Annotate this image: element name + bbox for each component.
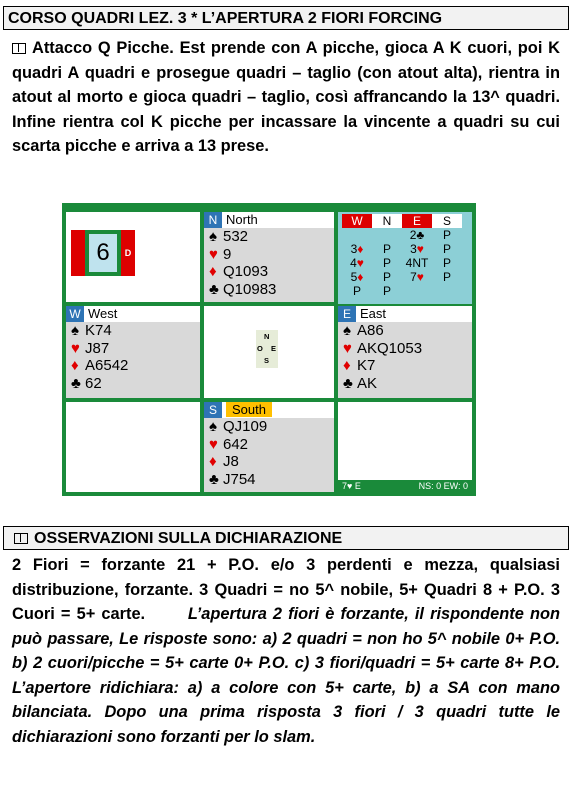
compass-n: N bbox=[264, 332, 270, 341]
west-clubs-cards: 62 bbox=[85, 374, 102, 392]
diamond-icon: ♦ bbox=[209, 263, 217, 280]
result-cell bbox=[338, 402, 472, 492]
bid: P bbox=[442, 256, 451, 270]
board-number: 6 bbox=[89, 234, 117, 272]
book-icon bbox=[12, 43, 26, 54]
south-diamonds-cards: J8 bbox=[223, 453, 239, 470]
observations-plain: 2 Fiori = forzante 21 + P.O. e/o 3 perdenti e mezza, qualsiasi distribuzione, forzante. 3 Quadri = no 5^ nobile, 5+ Quadri 8 + P.O. 3 Cuori = 5+ carte. bbox=[12, 556, 560, 623]
board-number-badge bbox=[71, 230, 131, 276]
north-diamonds bbox=[204, 263, 334, 281]
bid bbox=[402, 284, 432, 298]
bid bbox=[342, 228, 372, 242]
club-icon: ♣ bbox=[209, 280, 219, 298]
section-title-observations bbox=[3, 526, 569, 550]
east-clubs bbox=[338, 375, 472, 393]
auction-box bbox=[338, 212, 472, 304]
north-header bbox=[204, 212, 334, 228]
east-header bbox=[338, 306, 472, 322]
bid: 2♣ bbox=[409, 228, 425, 242]
east-seat-badge: E bbox=[338, 306, 356, 322]
auction-header-e: E bbox=[402, 214, 432, 228]
auction-table bbox=[342, 214, 462, 298]
club-icon: ♣ bbox=[343, 374, 353, 392]
west-seat-badge: W bbox=[66, 306, 84, 322]
bid: P bbox=[382, 242, 391, 256]
east-hand bbox=[338, 306, 472, 398]
empty-cell bbox=[66, 402, 200, 492]
bid: P bbox=[442, 228, 451, 242]
bid: P bbox=[382, 270, 391, 284]
west-name: West bbox=[88, 306, 118, 321]
club-icon: ♣ bbox=[209, 470, 219, 488]
north-spades bbox=[204, 228, 334, 246]
bridge-diagram bbox=[62, 203, 476, 496]
book-icon bbox=[14, 533, 28, 544]
north-hearts-cards: 9 bbox=[223, 245, 232, 263]
north-hearts bbox=[204, 246, 334, 264]
diamond-icon: ♦ bbox=[209, 453, 217, 470]
heart-icon: ♥ bbox=[343, 339, 352, 357]
spade-icon: ♠ bbox=[343, 322, 351, 339]
north-diamonds-cards: Q1093 bbox=[223, 263, 269, 280]
spade-icon: ♠ bbox=[209, 418, 217, 435]
south-hearts bbox=[204, 436, 334, 454]
east-name: East bbox=[360, 306, 387, 321]
south-spades-cards: QJ109 bbox=[223, 418, 268, 435]
auction-header-s: S bbox=[432, 214, 462, 228]
west-diamonds-cards: A6542 bbox=[85, 357, 129, 374]
bid: P bbox=[382, 284, 391, 298]
bid: 4NT bbox=[405, 256, 429, 270]
bid: P bbox=[382, 256, 391, 270]
dealer-marker: D bbox=[121, 230, 135, 276]
bid: P bbox=[352, 284, 361, 298]
contract-label: 7♥ E bbox=[342, 481, 361, 491]
compass-s: S bbox=[264, 356, 270, 365]
north-clubs bbox=[204, 281, 334, 299]
south-hand bbox=[204, 402, 334, 492]
east-hearts bbox=[338, 340, 472, 358]
north-hand bbox=[204, 212, 334, 302]
south-seat-badge: S bbox=[204, 402, 222, 418]
east-hearts-cards: AKQ1053 bbox=[357, 339, 423, 357]
west-clubs bbox=[66, 375, 200, 393]
lesson-title-text: CORSO QUADRI LEZ. 3 * L’APERTURA 2 FIORI FORCING bbox=[8, 10, 443, 27]
south-clubs bbox=[204, 471, 334, 489]
club-icon: ♣ bbox=[71, 374, 81, 392]
board-number-cell bbox=[66, 212, 200, 302]
north-spades-cards: 532 bbox=[223, 228, 249, 245]
play-description-text: Attacco Q Picche. Est prende con A picche, gioca A K cuori, poi K quadri A quadri e prosegue quadri – taglio (con atout alta), rientra in atout al morto e gioca quadri – taglio, così affrancando la 13^ quadri. Infine rientra col K picche per incassare la vincente a quadri su cui scarta picche e arriva a 13 prese. bbox=[12, 39, 560, 155]
south-name: South bbox=[226, 402, 272, 417]
bid bbox=[432, 284, 462, 298]
north-seat-badge: N bbox=[204, 212, 222, 228]
auction-header-n: N bbox=[372, 214, 402, 228]
score-label: NS: 0 EW: 0 bbox=[418, 481, 468, 491]
compass-e: E bbox=[271, 344, 277, 353]
north-name: North bbox=[226, 212, 258, 227]
auction-row bbox=[342, 242, 462, 256]
east-clubs-cards: AK bbox=[357, 374, 378, 392]
auction-row bbox=[342, 228, 462, 242]
play-description bbox=[12, 36, 560, 159]
bid: 3♥ bbox=[410, 242, 424, 256]
observations-text bbox=[12, 553, 560, 749]
auction-header-w: W bbox=[342, 214, 372, 228]
diamond-icon: ♦ bbox=[71, 357, 79, 374]
table-center bbox=[204, 306, 334, 398]
vulnerability-left-bar bbox=[71, 230, 85, 276]
observations-italic: L’apertura 2 fiori è forzante, il rispondente non può passare, Le risposte sono: a) 2 quadri = non ho 5^ nobile 0+ P.O. b) 2 cuori/picche = 5+ carte 0+ P.O. c) 3 fiori/quadri = 5+ carte 8+ P.O. L’apertore ridichiara: a) a colore con 5+ carte, b) a SA con mano bilanciata. Dopo una prima risposta 3 fiori / 3 quadri tutte le dichiarazioni sono forzanti per lo slam. bbox=[12, 605, 561, 746]
auction-row bbox=[342, 284, 462, 298]
south-clubs-cards: J754 bbox=[223, 470, 256, 488]
bid bbox=[372, 228, 402, 242]
section-title-lesson bbox=[3, 6, 569, 30]
auction-row bbox=[342, 270, 462, 284]
south-spades bbox=[204, 418, 334, 436]
east-spades bbox=[338, 322, 472, 340]
bid: 3♦ bbox=[350, 242, 364, 256]
west-hearts-cards: J87 bbox=[85, 339, 110, 357]
heart-icon: ♥ bbox=[209, 435, 218, 453]
west-hand bbox=[66, 306, 200, 398]
heart-icon: ♥ bbox=[209, 245, 218, 263]
status-bar bbox=[338, 480, 472, 492]
auction-row bbox=[342, 256, 462, 270]
east-diamonds bbox=[338, 357, 472, 375]
west-spades-cards: K74 bbox=[85, 322, 112, 339]
compass-rose bbox=[256, 330, 278, 368]
east-diamonds-cards: K7 bbox=[357, 357, 376, 374]
west-header bbox=[66, 306, 200, 322]
auction-header-row bbox=[342, 214, 462, 228]
diamond-icon: ♦ bbox=[343, 357, 351, 374]
bid: P bbox=[442, 242, 451, 256]
east-spades-cards: A86 bbox=[357, 322, 384, 339]
south-diamonds bbox=[204, 453, 334, 471]
bid: 7♥ bbox=[410, 270, 424, 284]
spade-icon: ♠ bbox=[209, 228, 217, 245]
west-diamonds bbox=[66, 357, 200, 375]
spade-icon: ♠ bbox=[71, 322, 79, 339]
south-hearts-cards: 642 bbox=[223, 435, 249, 453]
heart-icon: ♥ bbox=[71, 339, 80, 357]
bid: P bbox=[442, 270, 451, 284]
west-hearts bbox=[66, 340, 200, 358]
observations-title-text: OSSERVAZIONI SULLA DICHIARAZIONE bbox=[34, 530, 343, 547]
south-header bbox=[204, 402, 334, 418]
north-clubs-cards: Q10983 bbox=[223, 280, 277, 298]
bid: 4♥ bbox=[350, 256, 364, 270]
compass-o: O bbox=[257, 344, 263, 353]
bid: 5♦ bbox=[350, 270, 364, 284]
west-spades bbox=[66, 322, 200, 340]
